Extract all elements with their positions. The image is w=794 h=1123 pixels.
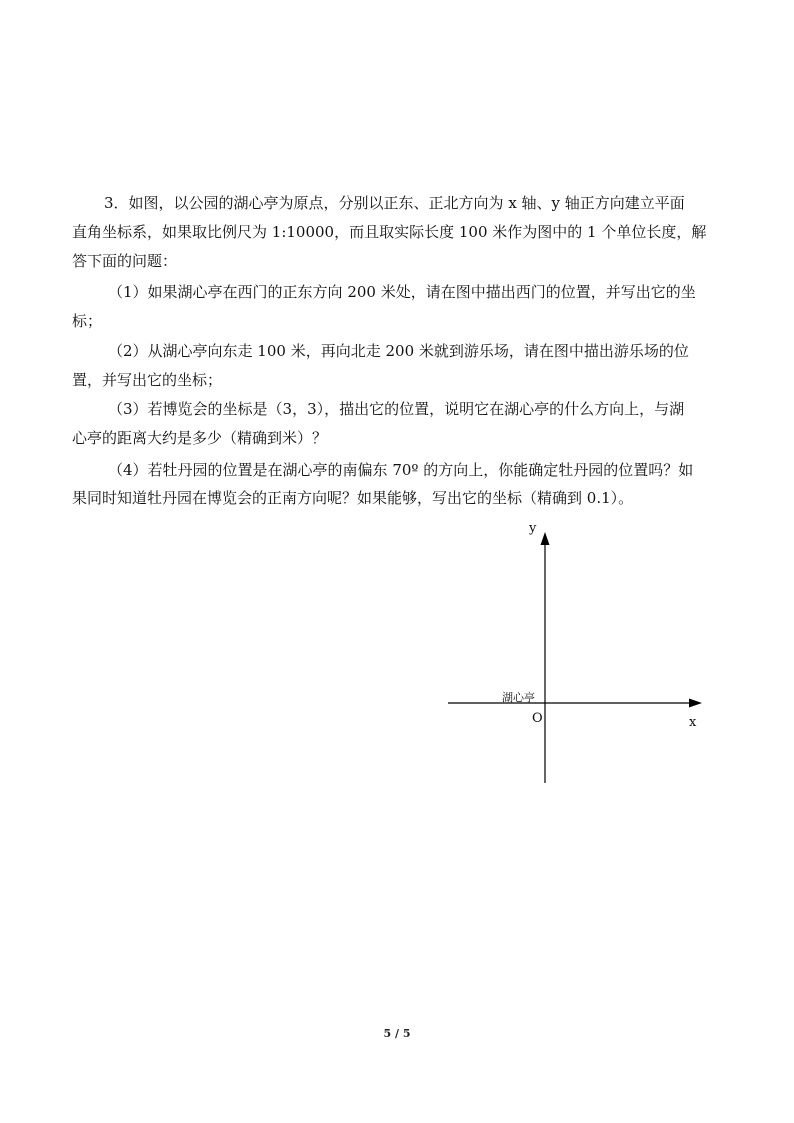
problem-part-1: （1）如果湖心亭在西门的正东方向 200 米处，请在图中描出西门的位置，并写出它的坐 xyxy=(108,283,696,301)
origin-letter: O xyxy=(532,711,543,726)
problem-line: 3．如图，以公园的湖心亭为原点，分别以正东、正北方向为 x 轴、y 轴正方向建立平面 xyxy=(104,194,685,212)
coordinate-diagram xyxy=(440,515,720,795)
axes-graphic xyxy=(440,515,720,795)
problem-line: 果同时知道牡丹园在博览会的正南方向呢？如果能够，写出它的坐标（精确到 0.1）。 xyxy=(72,489,634,507)
y-axis-arrow xyxy=(541,532,550,545)
y-axis-label: y xyxy=(529,521,537,536)
problem-line: 直角坐标系，如果取比例尺为 1:10000，而且取实际长度 100 米作为图中的 1 个单位长度，解 xyxy=(72,223,707,241)
problem-part-4: （4）若牡丹园的位置是在湖心亭的南偏东 70º 的方向上，你能确定牡丹园的位置吗？如 xyxy=(108,461,694,479)
problem-line: 置，并写出它的坐标； xyxy=(72,371,223,389)
problem-line: 答下面的问题： xyxy=(72,252,178,270)
x-axis-label: x xyxy=(689,715,697,730)
problem-line: 标； xyxy=(72,312,103,330)
problem-line: 心亭的距离大约是多少（精确到米）？ xyxy=(72,429,328,447)
page-number: 5 / 5 xyxy=(383,1027,411,1040)
origin-name-label: 湖心亭 xyxy=(502,691,535,704)
problem-part-3: （3）若博览会的坐标是（3，3），描出它的位置，说明它在湖心亭的什么方向上，与湖 xyxy=(108,400,685,418)
x-axis-arrow xyxy=(689,699,702,708)
problem-part-2: （2）从湖心亭向东走 100 米，再向北走 200 米就到游乐场，请在图中描出游乐场的位 xyxy=(108,342,689,360)
